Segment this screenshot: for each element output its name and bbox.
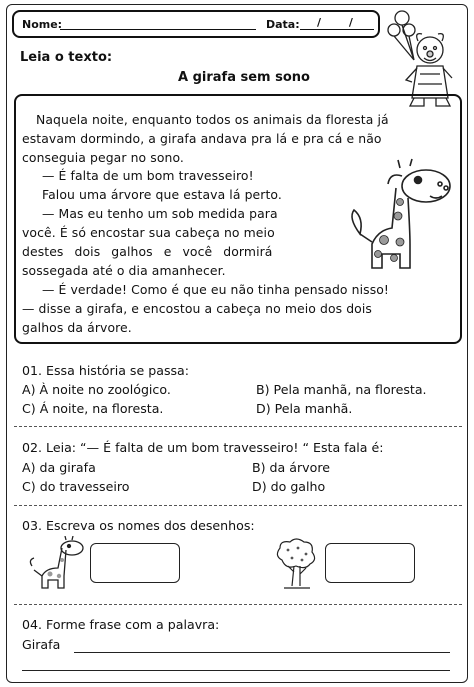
- question-2-prompt: 02. Leia: “— É falta de um bom travesseiro! “ Esta fala é:: [22, 440, 384, 455]
- story-line: — É falta de um bom travesseiro!: [42, 168, 254, 183]
- clown-with-balloons-illustration: [384, 8, 458, 108]
- name-label: Nome:: [22, 18, 63, 31]
- question-2-option-b[interactable]: B) da árvore: [252, 460, 330, 475]
- question-2-option-d[interactable]: D) do galho: [252, 479, 326, 494]
- section-divider: [14, 426, 462, 427]
- story-line: — Mas eu tenho um sob medida para: [42, 206, 278, 221]
- story-line: Naquela noite, enquanto todos os animais da floresta já: [36, 112, 389, 127]
- date-label: Data:: [266, 18, 300, 31]
- header-box: [12, 10, 380, 38]
- story-line: — É verdade! Como é que eu não tinha pensado nisso!: [42, 282, 389, 297]
- giraffe-illustration: [338, 158, 456, 276]
- question-3-prompt: 03. Escreva os nomes dos desenhos:: [22, 518, 255, 533]
- name-field[interactable]: [60, 29, 256, 30]
- question-4-word: Girafa: [22, 637, 61, 652]
- story-line: sossegada até o dia amanhecer.: [22, 263, 226, 278]
- section-divider: [14, 604, 462, 605]
- question-1-option-a[interactable]: A) À noite no zoológico.: [22, 382, 171, 397]
- small-giraffe-drawing: [26, 536, 86, 592]
- story-line: Falou uma árvore que estava lá perto.: [42, 187, 282, 202]
- story-line: destes dois galhos e você dormirá: [22, 244, 273, 259]
- date-slashes: / /: [317, 16, 365, 29]
- question-4-prompt: 04. Forme frase com a palavra:: [22, 617, 220, 632]
- question-1-option-b[interactable]: B) Pela manhã, na floresta.: [256, 382, 427, 397]
- question-1-prompt: 01. Essa história se passa:: [22, 363, 190, 378]
- question-1-option-d[interactable]: D) Pela manhã.: [256, 401, 353, 416]
- question-1-option-c[interactable]: C) Á noite, na floresta.: [22, 401, 164, 416]
- section-divider: [14, 505, 462, 506]
- sentence-answer-line[interactable]: [22, 670, 450, 671]
- answer-box-giraffe[interactable]: [90, 543, 180, 583]
- question-2-option-c[interactable]: C) do travesseiro: [22, 479, 130, 494]
- read-instruction: Leia o texto:: [20, 50, 113, 65]
- date-field[interactable]: [300, 29, 374, 30]
- story-line: você. É só encostar sua cabeça no meio: [22, 225, 275, 240]
- story-line: estavam dormindo, a girafa andava pra lá e pra cá e não: [22, 131, 382, 146]
- answer-box-tree[interactable]: [325, 543, 415, 583]
- tree-drawing: [272, 536, 320, 592]
- story-title: A girafa sem sono: [178, 70, 310, 85]
- story-line: galhos da árvore.: [22, 320, 132, 335]
- story-line: — disse a girafa, e encostou a cabeça no meio dos dois: [22, 301, 372, 316]
- story-line: conseguia pegar no sono.: [22, 150, 184, 165]
- sentence-answer-line[interactable]: [74, 652, 450, 653]
- question-2-option-a[interactable]: A) da girafa: [22, 460, 96, 475]
